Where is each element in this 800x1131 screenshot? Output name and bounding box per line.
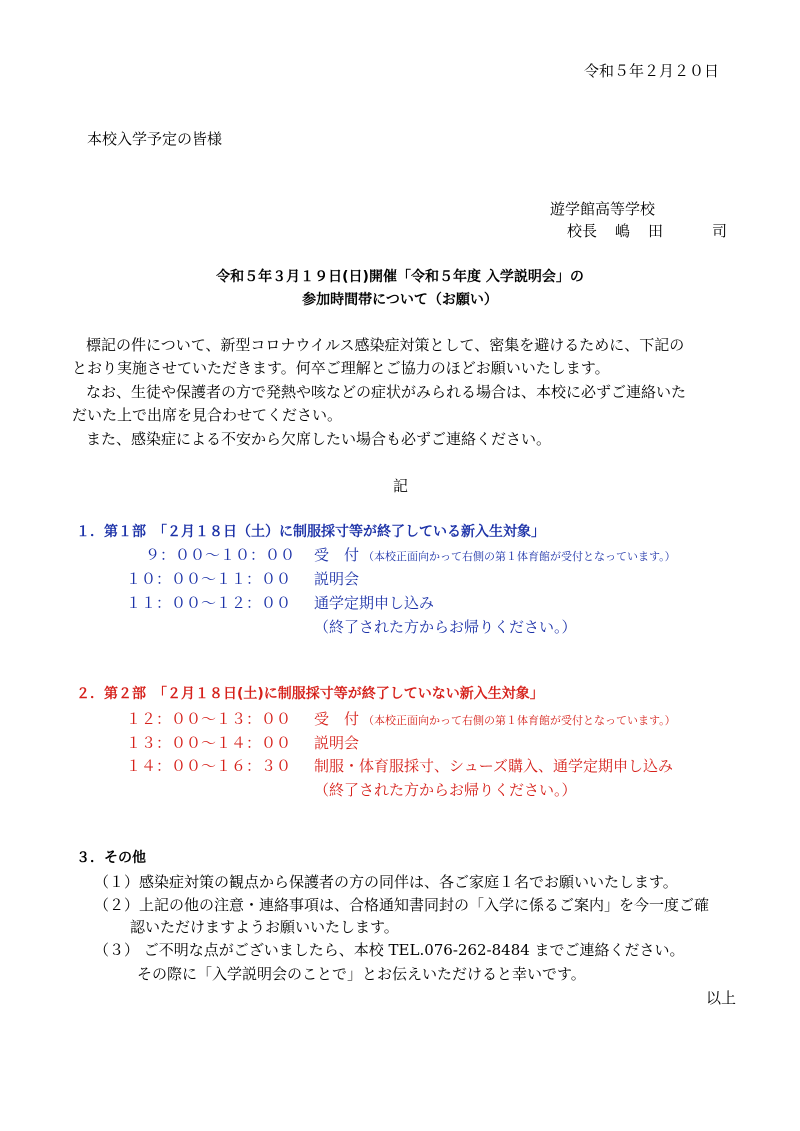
date: 令和５年２月２０日 (584, 62, 720, 80)
principal-name-part: 嶋 (615, 222, 631, 240)
schedule-time: １２：００～１３：００ (126, 710, 292, 728)
schedule-label: 説明会 (314, 570, 360, 588)
document-title-line-2: 参加時間帯について（お願い） (302, 292, 498, 308)
body-paragraph-line: また、感染症による不安から欠席したい場合も必ずご連絡ください。 (86, 430, 552, 448)
principal-name-part: 司 (712, 222, 728, 240)
body-paragraph-line: だいた上で出席を見合わせてください。 (72, 406, 343, 424)
section-3-heading: ３．その他 (76, 850, 146, 866)
schedule-note: （本校正面向かって右側の第１体育館が受付となっています。） (363, 550, 676, 563)
addressee: 本校入学予定の皆様 (87, 130, 223, 148)
note-item: （３） ご不明な点がございましたら、本校 TEL.076-262-8484 までご連絡ください。 (94, 941, 685, 959)
document-title-line-1: 令和５年３月１９日(日)開催「令和５年度 入学説明会」の (216, 269, 584, 285)
note-item-continued: その際に「入学説明会のことで」とお伝えいただけると幸いです。 (137, 965, 586, 983)
body-paragraph-line: なお、生徒や保護者の方で発熱や咳などの症状がみられる場合は、本校に必ずご連絡いた (86, 383, 687, 401)
ki-heading: 記 (393, 477, 409, 495)
schedule-label: 説明会 (314, 734, 360, 752)
schedule-time: １０：００～１１：００ (126, 570, 292, 588)
schedule-time: １４：００～１６：３０ (126, 757, 292, 775)
section-2-closing: （終了された方からお帰りください。） (314, 781, 577, 799)
school-name: 遊学館高等学校 (550, 200, 656, 218)
schedule-note: （本校正面向かって右側の第１体育館が受付となっています。） (363, 714, 676, 727)
section-1-closing: （終了された方からお帰りください。） (314, 618, 577, 636)
schedule-time: １１：００～１２：００ (126, 594, 292, 612)
note-item: （２）上記の他の注意・連絡事項は、合格通知書同封の「入学に係るご案内」を今一度ご確 (94, 896, 710, 914)
body-paragraph-line: 標記の件について、新型コロナウイルス感染症対策として、密集を避けるために、下記の (86, 336, 685, 354)
body-paragraph-line: とおり実施させていただきます。何卒ご理解とご協力のほどお願いいたします。 (72, 359, 610, 377)
schedule-time: ９：００～１０：００ (145, 546, 296, 564)
principal-name-part: 田 (648, 222, 664, 240)
section-1-heading: １．第１部 「２月１８日（土）に制服採寸等が終了している新入生対象」 (76, 524, 545, 540)
closing-ijo: 以上 (706, 989, 737, 1007)
section-2-heading: ２．第２部 「２月１８日(土)に制服採寸等が終了していない新入生対象」 (76, 686, 544, 702)
schedule-label: 制服・体育服採寸、シューズ購入、通学定期申し込み (314, 757, 673, 775)
schedule-label: 受 付 (314, 546, 360, 564)
note-item-continued: 認いただけますようお願いいたします。 (130, 918, 399, 936)
note-item: （１）感染症対策の観点から保護者の方の同伴は、各ご家庭１名でお願いいたします。 (94, 873, 678, 891)
schedule-label: 通学定期申し込み (314, 594, 435, 612)
schedule-label: 受 付 (314, 710, 360, 728)
principal-title: 校長 (567, 222, 598, 240)
schedule-time: １３：００～１４：００ (126, 734, 292, 752)
